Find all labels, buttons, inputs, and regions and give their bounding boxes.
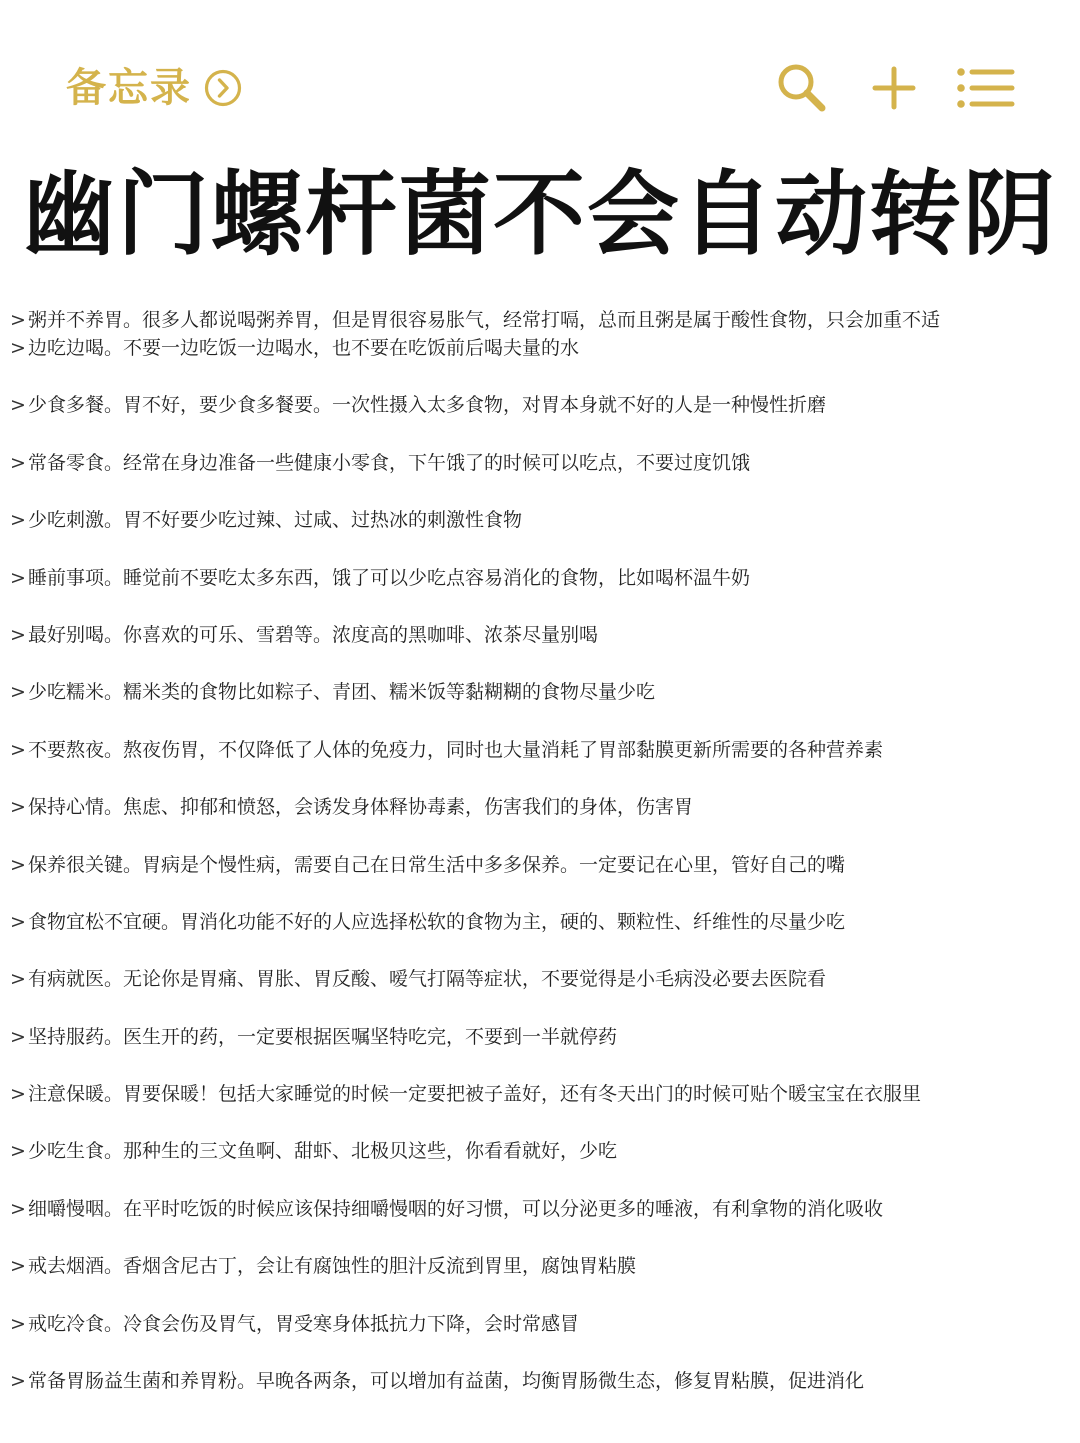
note-title: 幽门螺杆菌不会自动转阴 bbox=[22, 161, 1057, 268]
list-marker: > bbox=[10, 1025, 26, 1048]
list-icon bbox=[956, 66, 1016, 110]
list-item bbox=[10, 621, 1070, 649]
list-menu-button[interactable] bbox=[954, 56, 1018, 120]
list-item bbox=[10, 793, 1070, 821]
list-marker: > bbox=[10, 853, 26, 876]
note-text: 边吃边喝。不要一边吃饭一边喝水，也不要在吃饭前后喝夫量的水 bbox=[28, 337, 580, 359]
add-note-button[interactable] bbox=[862, 56, 926, 120]
list-item bbox=[10, 1195, 1070, 1223]
list-item bbox=[10, 1310, 1070, 1338]
list-marker: > bbox=[10, 968, 26, 991]
list-item bbox=[10, 564, 1070, 592]
note-text: 保养很关键。胃病是个慢性病，需要自己在日常生活中多多保养。一定要记在心里，管好自己的嘴 bbox=[28, 853, 846, 876]
list-item bbox=[10, 1252, 1070, 1280]
list-marker: > bbox=[10, 309, 26, 331]
list-item bbox=[10, 306, 1070, 334]
list-marker: > bbox=[10, 1083, 26, 1106]
list-marker: > bbox=[10, 623, 26, 646]
list-marker: > bbox=[10, 910, 26, 933]
list-item bbox=[10, 851, 1070, 879]
list-item bbox=[10, 1080, 1070, 1108]
list-marker: > bbox=[10, 796, 26, 819]
toolbar bbox=[770, 56, 1018, 120]
note-text: 少食多餐。胃不好，要少食多餐要。一次性摄入太多食物，对胃本身就不好的人是一种慢性折磨 bbox=[28, 394, 827, 417]
list-marker: > bbox=[10, 337, 26, 359]
note-text: 戒去烟酒。香烟含尼古丁，会让有腐蚀性的胆汁反流到胃里，腐蚀胃粘膜 bbox=[28, 1255, 637, 1278]
note-text: 少吃刺激。胃不好要少吃过辣、过咸、过热冰的刺激性食物 bbox=[28, 509, 523, 532]
note-text: 最好别喝。你喜欢的可乐、雪碧等。浓度高的黑咖啡、浓茶尽量别喝 bbox=[28, 623, 599, 646]
note-text: 坚持服药。医生开的药，一定要根据医嘱坚特吃完，不要到一半就停药 bbox=[28, 1025, 618, 1048]
note-text: 食物宜松不宜硬。胃消化功能不好的人应选择松软的食物为主，硬的、颗粒性、纤维性的尽量少吃 bbox=[28, 910, 846, 933]
note-text: 细嚼慢咽。在平时吃饭的时候应该保持细嚼慢咽的好习惯，可以分泌更多的唾液，有利拿物的消化吸收 bbox=[28, 1197, 884, 1220]
chevron-right-circle-icon bbox=[204, 69, 242, 107]
note-text: 保持心情。焦虑、抑郁和愤怒，会诱发身体释协毒素，伤害我们的身体，伤害胃 bbox=[28, 796, 694, 819]
list-marker: > bbox=[10, 1197, 26, 1220]
note-text: 戒吃冷食。冷食会伤及胃气，胃受寒身体抵抗力下降，会时常感冒 bbox=[28, 1312, 580, 1335]
note-text: 有病就医。无论你是胃痛、胃胀、胃反酸、嗳气打隔等症状，不要觉得是小毛病没必要去医院看 bbox=[28, 968, 827, 991]
list-item bbox=[10, 678, 1070, 706]
plus-icon bbox=[870, 64, 918, 112]
list-item bbox=[10, 391, 1070, 419]
list-marker: > bbox=[10, 1255, 26, 1278]
note-text: 睡前事项。睡觉前不要吃太多东西，饿了可以少吃点容易消化的食物，比如喝杯温牛奶 bbox=[28, 566, 751, 589]
list-item bbox=[10, 908, 1070, 936]
notes-app-label: 备忘录 bbox=[66, 65, 192, 111]
list-item bbox=[10, 1137, 1070, 1165]
note-text: 不要熬夜。熬夜伤胃，不仅降低了人体的免疫力，同时也大量消耗了胃部黏膜更新所需要的各种营养素 bbox=[28, 738, 884, 761]
app-header bbox=[0, 0, 1080, 150]
note-text: 粥并不养胃。很多人都说喝粥养胃，但是胃很容易胀气，经常打嗝，总而且粥是属于酸性食物，只会加重不适 bbox=[28, 309, 941, 331]
note-text: 少吃生食。那种生的三文鱼啊、甜虾、北极贝这些，你看看就好，少吃 bbox=[28, 1140, 618, 1163]
list-item bbox=[10, 334, 1070, 362]
list-marker: > bbox=[10, 1140, 26, 1163]
list-marker: > bbox=[10, 738, 26, 761]
list-marker: > bbox=[10, 1312, 26, 1335]
back-to-notes-link[interactable] bbox=[66, 58, 242, 118]
search-icon bbox=[774, 60, 830, 116]
list-item bbox=[10, 449, 1070, 477]
list-marker: > bbox=[10, 1370, 26, 1393]
note-body bbox=[10, 306, 1070, 1395]
list-item bbox=[10, 965, 1070, 993]
search-button[interactable] bbox=[770, 56, 834, 120]
list-marker: > bbox=[10, 394, 26, 417]
list-marker: > bbox=[10, 509, 26, 532]
list-item bbox=[10, 506, 1070, 534]
list-marker: > bbox=[10, 451, 26, 474]
list-item bbox=[10, 1367, 1070, 1395]
note-text: 注意保暖。胃要保暖！包括大家睡觉的时候一定要把被子盖好，还有冬天出门的时候可贴个暖宝宝在衣服里 bbox=[28, 1083, 922, 1106]
note-text: 常备零食。经常在身边准备一些健康小零食，下午饿了的时候可以吃点，不要过度饥饿 bbox=[28, 451, 751, 474]
note-text: 常备胃肠益生菌和养胃粉。早晚各两条，可以增加有益菌，均衡胃肠微生态，修复胃粘膜，促进消化 bbox=[28, 1370, 865, 1393]
list-marker: > bbox=[10, 681, 26, 704]
list-item bbox=[10, 736, 1070, 764]
list-item bbox=[10, 1023, 1070, 1051]
list-marker: > bbox=[10, 566, 26, 589]
note-text: 少吃糯米。糯米类的食物比如粽子、青团、糯米饭等黏糊糊的食物尽量少吃 bbox=[28, 681, 656, 704]
